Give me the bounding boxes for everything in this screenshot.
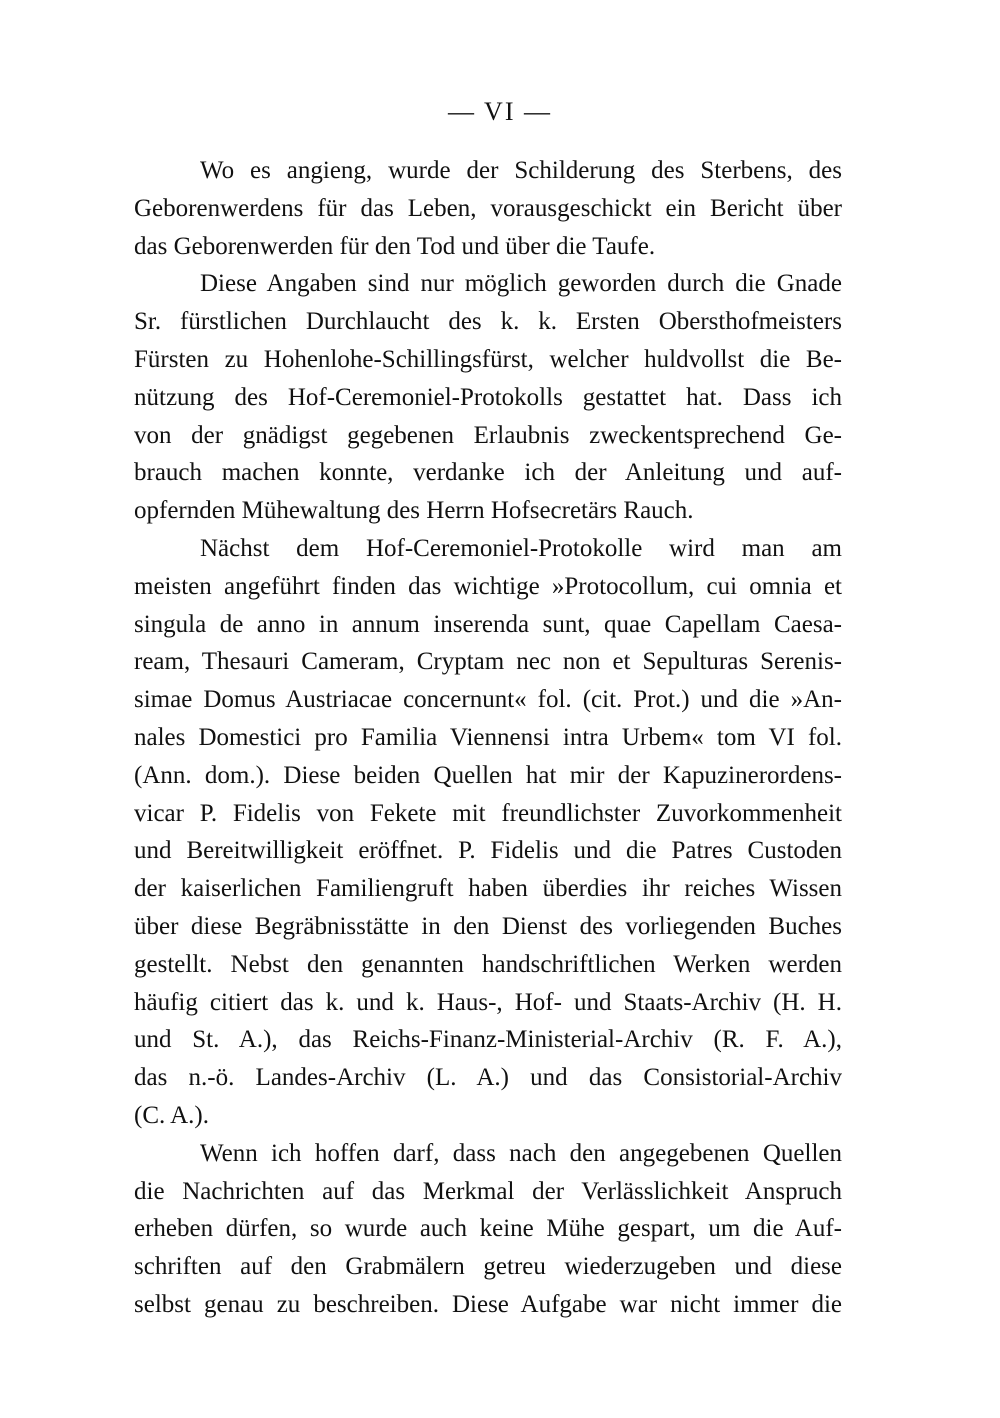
text-line: schriften auf den Grabmälern getreu wiederzugeben und diese: [134, 1253, 842, 1281]
text-line: meisten angeführt finden das wichtige »Protocollum, cui omnia et: [134, 572, 842, 600]
text-line: Nächst dem Hof-Ceremoniel-Protokolle wird man am: [200, 534, 842, 562]
text-line: (C. A.).: [134, 1101, 209, 1129]
text-line: häufig citiert das k. und k. Haus-, Hof- und Staats-Archiv (H. H.: [134, 988, 842, 1016]
text-line: brauch machen konnte, verdanke ich der Anleitung und auf-: [134, 459, 842, 487]
page-number: — VI —: [448, 97, 552, 126]
text-line: die Nachrichten auf das Merkmal der Verlässlichkeit Anspruch: [134, 1177, 842, 1205]
text-line: Geborenwerdens für das Leben, vorausgeschickt ein Bericht über: [134, 194, 842, 222]
text-line: Wenn ich hoffen darf, dass nach den angegebenen Quellen: [200, 1139, 842, 1167]
text-line: Sr. fürstlichen Durchlaucht des k. k. Ersten Obersthofmeisters: [134, 308, 842, 336]
text-line: opfernden Mühewaltung des Herrn Hofsecretärs Rauch.: [134, 497, 694, 525]
text-line: von der gnädigst gegebenen Erlaubnis zweckentsprechend Ge-: [134, 421, 842, 449]
text-line: Diese Angaben sind nur möglich geworden durch die Gnade: [200, 270, 842, 298]
text-line: gestellt. Nebst den genannten handschriftlichen Werken werden: [134, 950, 842, 978]
text-line: selbst genau zu beschreiben. Diese Aufgabe war nicht immer die: [134, 1290, 842, 1318]
text-line: Wo es angieng, wurde der Schilderung des Sterbens, des: [200, 157, 842, 184]
text-line: singula de anno in annum inserenda sunt, quae Capellam Caesa-: [134, 610, 842, 638]
text-line: und St. A.), das Reichs-Finanz-Ministerial-Archiv (R. F. A.),: [134, 1026, 842, 1054]
text-line: der kaiserlichen Familiengruft haben überdies ihr reiches Wissen: [134, 875, 842, 903]
text-line: Fürsten zu Hohenlohe-Schillingsfürst, welcher huldvollst die Be-: [134, 345, 842, 373]
text-line: erheben dürfen, so wurde auch keine Mühe gespart, um die Auf-: [134, 1215, 842, 1243]
body-text: [134, 152, 842, 1324]
text-line: nützung des Hof-Ceremoniel-Protokolls gestattet hat. Dass ich: [134, 383, 842, 411]
text-line: das n.-ö. Landes-Archiv (L. A.) und das Consistorial-Archiv: [134, 1064, 842, 1092]
text-line: ream, Thesauri Cameram, Cryptam nec non et Sepulturas Serenis-: [134, 648, 842, 676]
text-line: (Ann. dom.). Diese beiden Quellen hat mir der Kapuzinerordens-: [134, 761, 842, 789]
text-line: nales Domestici pro Familia Viennensi intra Urbem« tom VI fol.: [134, 723, 842, 751]
text-line: und Bereitwilligkeit eröffnet. P. Fidelis und die Patres Custoden: [134, 837, 842, 865]
text-line: über diese Begräbnisstätte in den Dienst des vorliegenden Buches: [134, 912, 842, 940]
text-line: simae Domus Austriacae concernunt« fol. (cit. Prot.) und die »An-: [134, 686, 842, 714]
text-line: vicar P. Fidelis von Fekete mit freundlichster Zuvorkommenheit: [134, 799, 842, 827]
text-line: das Geborenwerden für den Tod und über die Taufe.: [134, 232, 656, 260]
